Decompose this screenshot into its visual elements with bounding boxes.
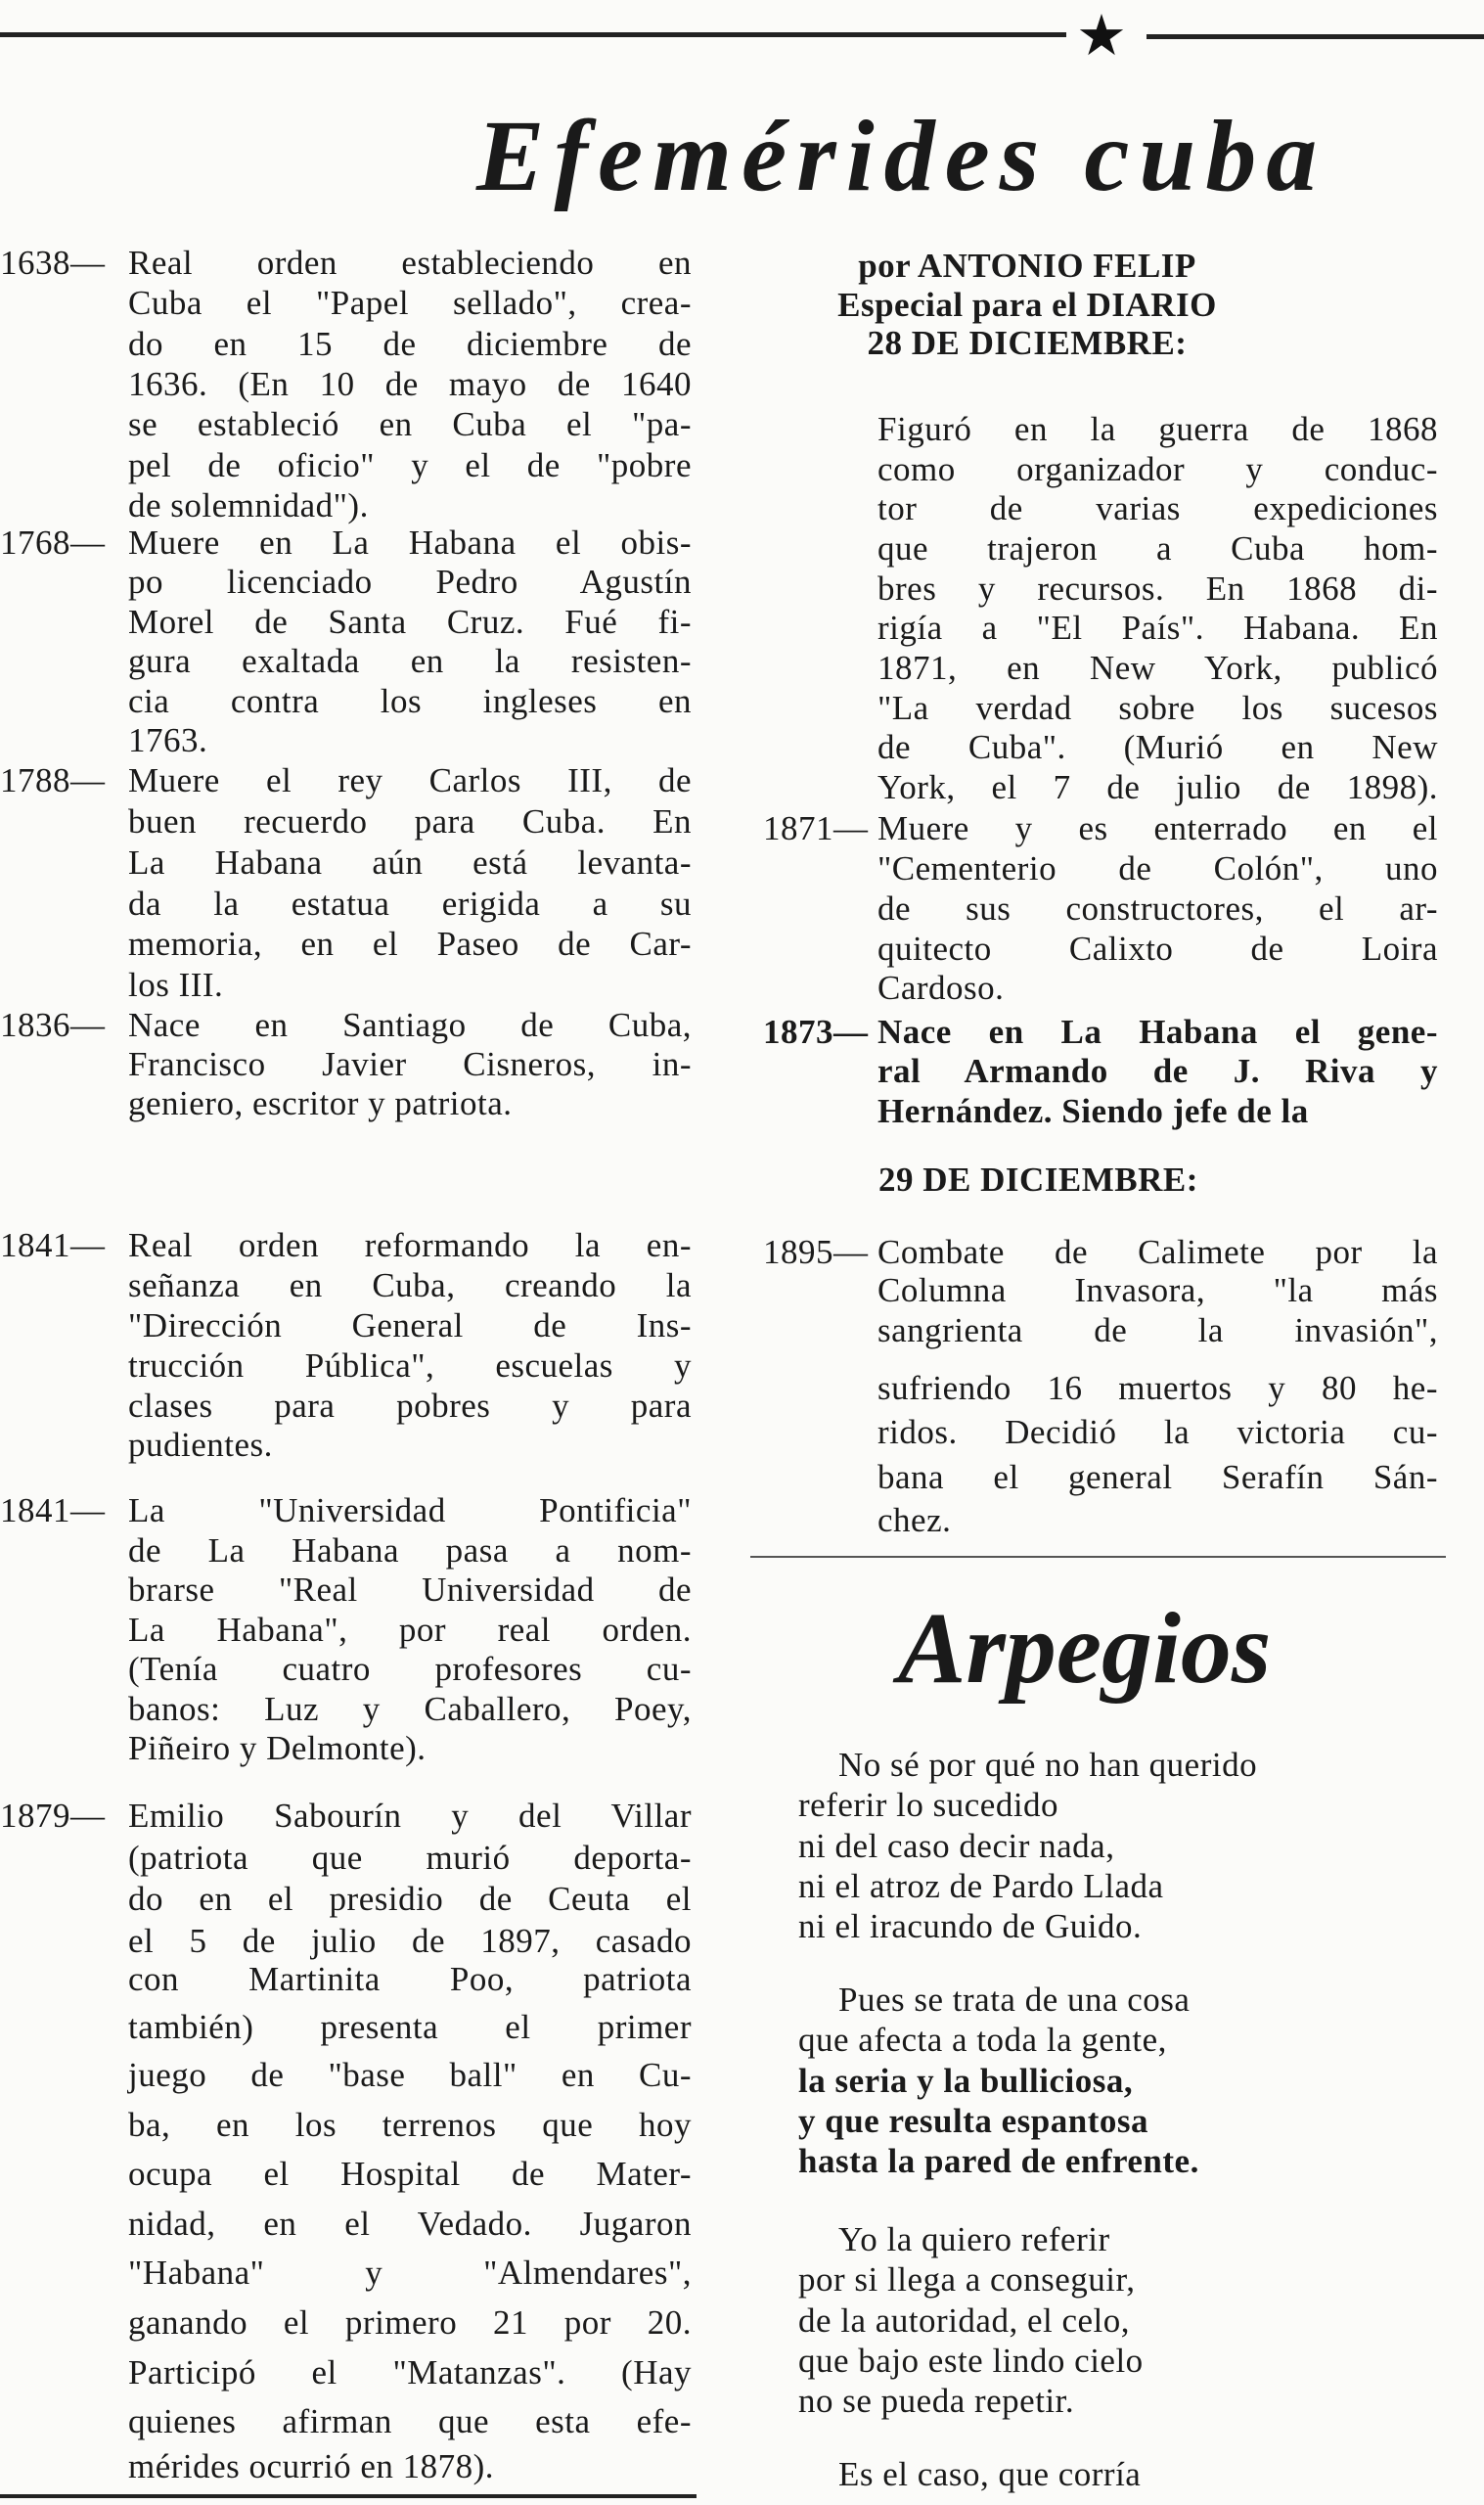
entry-line: señanza en Cuba, creando la xyxy=(128,1266,692,1304)
entry-year: 1841— xyxy=(0,1491,106,1529)
poem-line: y que resulta espantosa xyxy=(798,2102,1148,2140)
section-divider xyxy=(750,1556,1446,1558)
entry-line: clases para pobres y para xyxy=(128,1387,692,1425)
entry-line: cia contra los ingleses en xyxy=(128,682,692,720)
poem-line: ni el iracundo de Guido. xyxy=(798,1907,1143,1945)
entry-year: 1879— xyxy=(0,1797,106,1835)
poem-line: No sé por qué no han querido xyxy=(838,1746,1258,1784)
star-icon: ★ xyxy=(1076,4,1127,68)
page-title: Efemérides cuba xyxy=(476,100,1327,212)
entry-line: "Cementerio de Colón", uno xyxy=(877,849,1438,888)
entry-line: La Habana aún está levanta- xyxy=(128,843,692,882)
entry-line: juego de "base ball" en Cu- xyxy=(128,2056,692,2094)
entry-line: Hernández. Siendo jefe de la xyxy=(877,1092,1309,1130)
poem-line: que afecta a toda la gente, xyxy=(798,2021,1167,2059)
entry-line: el 5 de julio de 1897, casado xyxy=(128,1922,692,1960)
entry-year: 1836— xyxy=(0,1006,106,1044)
entry-line: memoria, en el Paseo de Car- xyxy=(128,925,692,963)
entry-line: La "Universidad Pontificia" xyxy=(128,1491,692,1529)
entry-line: Emilio Sabourín y del Villar xyxy=(128,1797,692,1835)
byline-line: Especial para el DIARIO xyxy=(837,286,1217,324)
entry-line: chez. xyxy=(877,1501,952,1539)
entry-line: Nace en Santiago de Cuba, xyxy=(128,1006,692,1044)
entry-line: Cardoso. xyxy=(877,969,1005,1007)
byline-line: por ANTONIO FELIP xyxy=(858,247,1196,285)
entry-line: Nace en La Habana el gene- xyxy=(877,1013,1438,1051)
entry-line: gura exaltada en la resisten- xyxy=(128,642,692,680)
section-date: 29 DE DICIEMBRE: xyxy=(878,1161,1198,1199)
bottom-rule xyxy=(0,2494,697,2498)
entry-line: sangrienta de la invasión", xyxy=(877,1311,1438,1349)
entry-line: 1763. xyxy=(128,721,208,759)
entry-line: mérides ocurrió en 1878). xyxy=(128,2447,495,2485)
entry-line: sufriendo 16 muertos y 80 he- xyxy=(877,1369,1438,1407)
entry-line: Muere y es enterrado en el xyxy=(877,809,1438,847)
entry-line: Francisco Javier Cisneros, in- xyxy=(128,1045,692,1083)
entry-line: geniero, escritor y patriota. xyxy=(128,1084,513,1122)
entry-line: ral Armando de J. Riva y xyxy=(877,1052,1438,1090)
entry-line: trucción Pública", escuelas y xyxy=(128,1346,692,1385)
entry-line: Combate de Calimete por la xyxy=(877,1233,1438,1271)
poem-line: que bajo este lindo cielo xyxy=(798,2342,1144,2380)
poem-line: ni el atroz de Pardo Llada xyxy=(798,1867,1164,1905)
entry-line: 1636. (En 10 de mayo de 1640 xyxy=(128,365,692,403)
entry-line: buen recuerdo para Cuba. En xyxy=(128,802,692,841)
intro-line: Figuró en la guerra de 1868 xyxy=(877,410,1438,448)
intro-line: rigía a "El País". Habana. En xyxy=(877,609,1438,647)
poem-line: referir lo sucedido xyxy=(798,1786,1059,1824)
poem-title: Arpegios xyxy=(898,1592,1272,1705)
entry-line: (Tenía cuatro profesores cu- xyxy=(128,1650,692,1688)
entry-line: los III. xyxy=(128,966,224,1004)
intro-line: tor de varias expediciones xyxy=(877,489,1438,527)
entry-line: ganando el primero 21 por 20. xyxy=(128,2303,692,2342)
entry-line: quienes afirman que esta efe- xyxy=(128,2402,692,2440)
entry-line: bana el general Serafín Sán- xyxy=(877,1458,1438,1496)
entry-year: 1788— xyxy=(0,761,106,799)
entry-line: "Dirección General de Ins- xyxy=(128,1306,692,1344)
intro-line: que trajeron a Cuba hom- xyxy=(877,529,1438,568)
entry-line: pel de oficio" y el de "pobre xyxy=(128,446,692,484)
entry-line: Muere el rey Carlos III, de xyxy=(128,761,692,799)
intro-line: bres y recursos. En 1868 di- xyxy=(877,569,1438,608)
entry-year: 1841— xyxy=(0,1226,106,1264)
poem-line: hasta la pared de enfrente. xyxy=(798,2142,1199,2180)
intro-line: York, el 7 de julio de 1898). xyxy=(877,768,1438,806)
entry-line: Participó el "Matanzas". (Hay xyxy=(128,2353,692,2391)
poem-line: la seria y la bulliciosa, xyxy=(798,2062,1134,2100)
entry-line: Real orden estableciendo en xyxy=(128,244,692,282)
entry-line: de sus constructores, el ar- xyxy=(877,889,1438,928)
entry-line: también) presenta el primer xyxy=(128,2008,692,2046)
entry-year: 1768— xyxy=(0,524,106,562)
poem-line: por si llega a conseguir, xyxy=(798,2260,1136,2299)
byline-line: 28 DE DICIEMBRE: xyxy=(867,324,1188,362)
entry-line: Muere en La Habana el obis- xyxy=(128,524,692,562)
entry-line: Real orden reformando la en- xyxy=(128,1226,692,1264)
entry-year: 1871— xyxy=(763,809,869,847)
entry-line: de La Habana pasa a nom- xyxy=(128,1531,692,1570)
entry-line: Morel de Santa Cruz. Fué fi- xyxy=(128,603,692,641)
top-rule-right xyxy=(1147,34,1484,39)
entry-line: da la estatua erigida a su xyxy=(128,885,692,923)
entry-year: 1873— xyxy=(763,1013,869,1051)
intro-line: "La verdad sobre los sucesos xyxy=(877,689,1438,727)
intro-line: 1871, en New York, publicó xyxy=(877,649,1438,687)
entry-line: brarse "Real Universidad de xyxy=(128,1571,692,1609)
entry-line: ridos. Decidió la victoria cu- xyxy=(877,1413,1438,1451)
entry-line: ocupa el Hospital de Mater- xyxy=(128,2155,692,2193)
entry-line: po licenciado Pedro Agustín xyxy=(128,563,692,601)
poem-line: de la autoridad, el celo, xyxy=(798,2301,1131,2340)
intro-line: como organizador y conduc- xyxy=(877,450,1438,488)
poem-line: ni del caso decir nada, xyxy=(798,1827,1115,1865)
entry-line: "Habana" y "Almendares", xyxy=(128,2254,692,2292)
entry-line: se estableció en Cuba el "pa- xyxy=(128,405,692,443)
entry-line: de solemnidad"). xyxy=(128,486,369,524)
poem-line: Pues se trata de una cosa xyxy=(838,1981,1191,2019)
entry-line: quitecto Calixto de Loira xyxy=(877,930,1438,968)
entry-line: do en 15 de diciembre de xyxy=(128,325,692,363)
poem-line: Yo la quiero referir xyxy=(838,2220,1110,2258)
entry-line: Cuba el "Papel sellado", crea- xyxy=(128,284,692,322)
poem-line: Es el caso, que corría xyxy=(838,2455,1142,2493)
entry-year: 1638— xyxy=(0,244,106,282)
entry-line: con Martinita Poo, patriota xyxy=(128,1960,692,1998)
entry-line: Columna Invasora, "la más xyxy=(877,1271,1438,1309)
entry-line: pudientes. xyxy=(128,1426,273,1464)
entry-line: Piñeiro y Delmonte). xyxy=(128,1729,427,1767)
poem-line: no se pueda repetir. xyxy=(798,2382,1075,2420)
entry-line: do en el presidio de Ceuta el xyxy=(128,1880,692,1918)
intro-line: de Cuba". (Murió en New xyxy=(877,728,1438,766)
entry-line: nidad, en el Vedado. Jugaron xyxy=(128,2205,692,2243)
entry-year: 1895— xyxy=(763,1233,869,1271)
entry-line: banos: Luz y Caballero, Poey, xyxy=(128,1690,692,1728)
entry-line: (patriota que murió deporta- xyxy=(128,1839,692,1877)
entry-line: ba, en los terrenos que hoy xyxy=(128,2106,692,2144)
entry-line: La Habana", por real orden. xyxy=(128,1611,692,1649)
top-rule-left xyxy=(0,32,1066,37)
